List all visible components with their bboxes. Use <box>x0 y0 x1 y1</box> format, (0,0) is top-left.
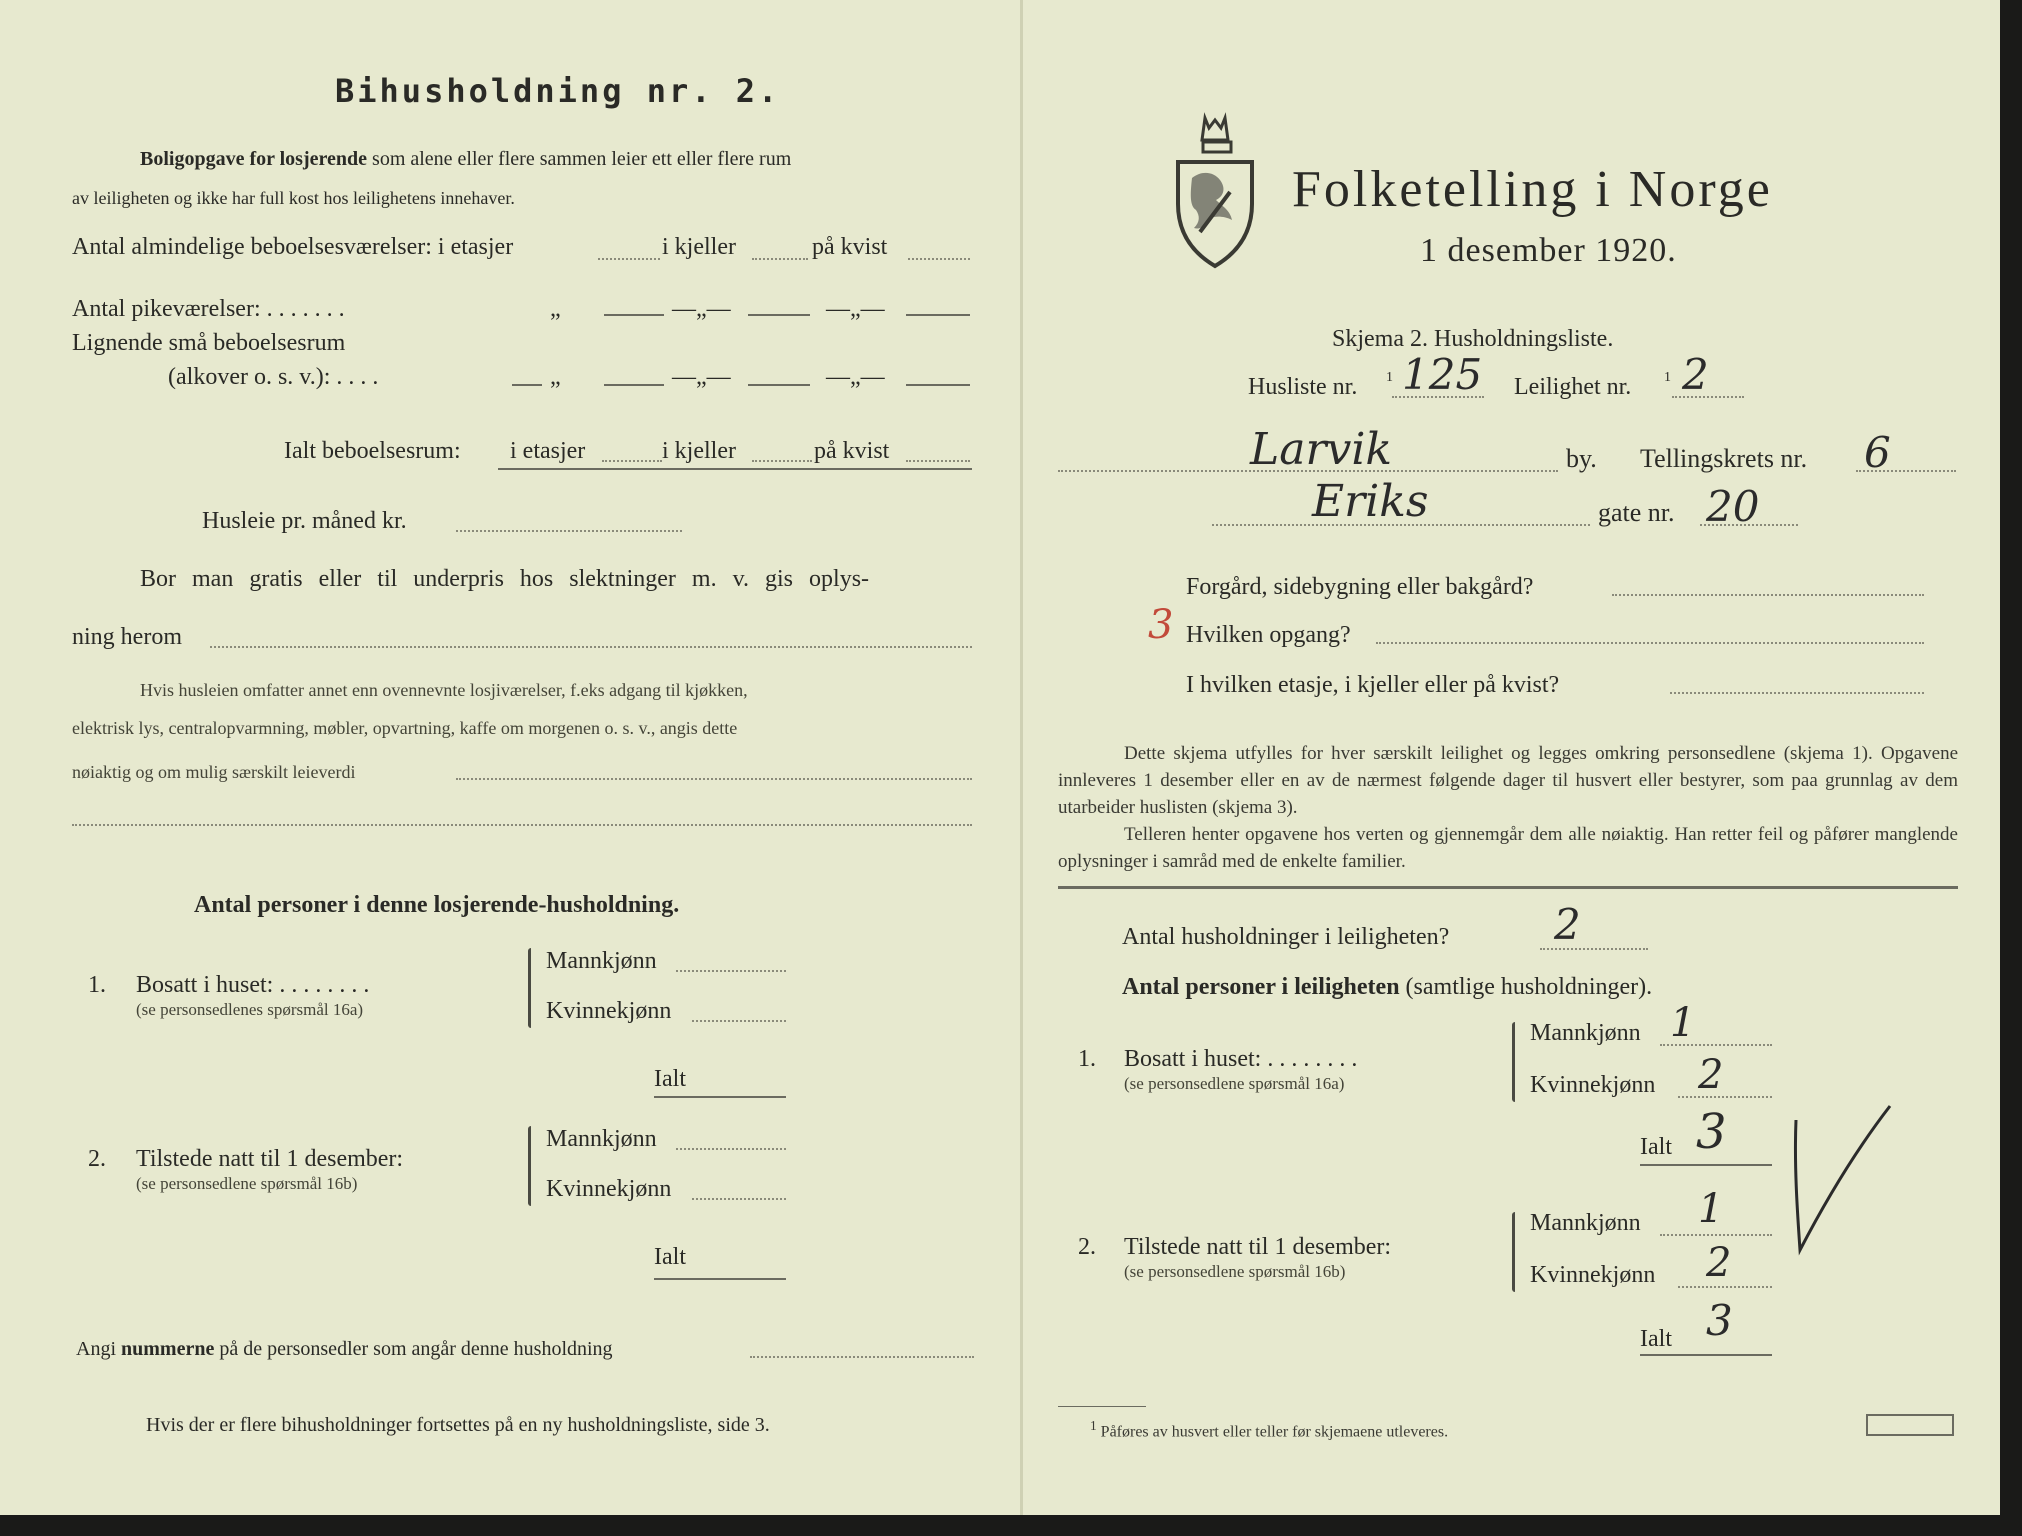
opgang-label: Hvilken opgang? <box>1186 622 1351 648</box>
tellingskrets-field[interactable] <box>1856 470 1956 472</box>
right-item1-mann-value: 1 <box>1670 1000 1696 1046</box>
lignende-line-0 <box>512 384 542 386</box>
right-item1-mann-field[interactable] <box>1660 1044 1772 1046</box>
intro-line-1 <box>140 148 791 171</box>
leilighet-value: 2 <box>1682 350 1709 399</box>
rooms-kjeller-label: i kjeller <box>662 234 736 260</box>
ialt-kvist-field[interactable] <box>906 460 970 462</box>
right-item2-ialt-value: 3 <box>1706 1296 1733 1345</box>
right-item1-brace <box>1512 1022 1515 1102</box>
husholdninger-label: Antal husholdninger i leiligheten? <box>1122 924 1450 950</box>
gate-field[interactable] <box>1212 524 1590 526</box>
right-item2-label: Tilstede natt til 1 desember: <box>1124 1234 1392 1260</box>
rooms-kvist-field[interactable] <box>908 258 970 260</box>
intro-line-2: av leiligheten og ikke har full kost hos leilighetens innehaver. <box>72 188 515 208</box>
intro-bold: Boligopgave for losjerende <box>140 148 368 170</box>
right-item1-ialt-label: Ialt <box>1640 1134 1672 1160</box>
right-item1-kvinne-value: 2 <box>1698 1052 1724 1098</box>
lignende-ditto-3: —„— <box>826 364 885 390</box>
right-date: 1 desember 1920. <box>1420 232 1677 269</box>
etasje-label: I hvilken etasje, i kjeller eller på kvist? <box>1186 672 1560 698</box>
husliste-label: Husliste nr. <box>1248 374 1358 400</box>
left-item2-mann-field[interactable] <box>676 1148 786 1150</box>
left-title: Bihusholdning nr. 2. <box>335 72 781 110</box>
angi-bold: nummerne <box>121 1338 215 1360</box>
gate-value: Eriks <box>1312 476 1429 527</box>
angi-rest: på de personsedler som angår denne husholdning <box>219 1338 613 1360</box>
husliste-field[interactable] <box>1392 396 1484 398</box>
opgang-mark: 3 <box>1148 602 1174 648</box>
check-mark-icon <box>1786 1100 1896 1260</box>
left-footer: Hvis der er flere bihusholdninger fortsettes på en ny husholdningsliste, side 3. <box>146 1414 770 1436</box>
husleie-note-1: Hvis husleien omfatter annet enn ovennevnte losjiværelser, f.eks adgang til kjøkken, <box>140 680 748 700</box>
right-persons-heading <box>1122 974 1652 1001</box>
lignende-label-1: Lignende små beboelsesrum <box>72 330 346 356</box>
gratis-line-2: ning herom <box>72 624 182 650</box>
by-label: by. <box>1566 444 1597 473</box>
right-persons-heading-bold: Antal personer i leiligheten <box>1122 974 1400 1000</box>
right-item2-kvinne-value: 2 <box>1706 1240 1732 1286</box>
ialt-etasjer-field[interactable] <box>602 460 662 462</box>
ialt-etasjer-label: i etasjer <box>510 438 586 464</box>
opgang-field[interactable] <box>1376 642 1924 644</box>
leilighet-footnote-mark: 1 <box>1664 370 1671 385</box>
lignende-ditto-2: —„— <box>672 364 731 390</box>
left-item2-label: Tilstede natt til 1 desember: <box>136 1146 404 1172</box>
left-item1-mann-label: Mannkjønn <box>546 948 657 974</box>
forgaard-field[interactable] <box>1612 594 1924 596</box>
right-footnote <box>1090 1418 1448 1441</box>
left-item1-sub: (se personsedlenes spørsmål 16a) <box>136 1000 364 1019</box>
left-item2-sub: (se personsedlene spørsmål 16b) <box>136 1174 358 1193</box>
rooms-label: Antal almindelige beboelsesværelser: i etasjer <box>72 234 514 260</box>
leieverdi-field-2[interactable] <box>72 824 972 826</box>
right-item2-kvinne-label: Kvinnekjønn <box>1530 1262 1656 1288</box>
husleie-field[interactable] <box>456 530 682 532</box>
right-item1-mann-label: Mannkjønn <box>1530 1020 1641 1046</box>
left-item2-num: 2. <box>88 1146 106 1172</box>
left-item2-kvinne-field[interactable] <box>692 1198 786 1200</box>
angi-line <box>76 1338 613 1361</box>
skjema-label: Skjema 2. Husholdningsliste. <box>1332 326 1614 352</box>
gratis-field[interactable] <box>210 646 972 648</box>
left-item2-kvinne-label: Kvinnekjønn <box>546 1176 672 1202</box>
angi-pre: Angi <box>76 1338 116 1360</box>
husleie-label: Husleie pr. måned kr. <box>202 508 407 534</box>
right-item1-ialt-field[interactable] <box>1640 1164 1772 1166</box>
right-item2-sub: (se personsedlene spørsmål 16b) <box>1124 1262 1346 1281</box>
left-item2-mann-label: Mannkjønn <box>546 1126 657 1152</box>
right-item1-kvinne-field[interactable] <box>1678 1096 1772 1098</box>
right-item2-num: 2. <box>1078 1234 1096 1260</box>
husholdninger-value: 2 <box>1554 900 1581 949</box>
leilighet-label: Leilighet nr. <box>1514 374 1632 400</box>
right-item2-ialt-label: Ialt <box>1640 1326 1672 1352</box>
right-persons-heading-rest: (samtlige husholdninger). <box>1405 974 1653 1000</box>
by-value: Larvik <box>1250 424 1393 475</box>
right-item1-label: Bosatt i huset: . . . . . . . . <box>1124 1046 1358 1072</box>
left-item1-kvinne-field[interactable] <box>692 1020 786 1022</box>
rooms-etasjer-field[interactable] <box>598 258 660 260</box>
angi-field[interactable] <box>750 1356 974 1358</box>
ialt-kjeller-label: i kjeller <box>662 438 736 464</box>
husholdninger-field[interactable] <box>1540 948 1648 950</box>
left-persons-heading: Antal personer i denne losjerende-husholdning. <box>194 892 680 918</box>
ialt-rooms-label: Ialt beboelsesrum: <box>284 438 461 464</box>
tellingskrets-label: Tellingskrets nr. <box>1640 444 1808 473</box>
pike-label: Antal pikeværelser: . . . . . . . <box>72 296 345 322</box>
left-item1-kvinne-label: Kvinnekjønn <box>546 998 672 1024</box>
left-item1-mann-field[interactable] <box>676 970 786 972</box>
husleie-note-2: elektrisk lys, centralopvarmning, møbler, opvartning, kaffe om morgenen o. s. v., angis dette <box>72 718 738 738</box>
ialt-kvist-label: på kvist <box>814 438 890 464</box>
tellingskrets-value: 6 <box>1864 428 1891 477</box>
gratis-line-1: Bor man gratis eller til underpris hos slektninger m. v. gis oplys- <box>140 566 870 592</box>
right-title: Folketelling i Norge <box>1292 161 1773 218</box>
by-field[interactable] <box>1058 470 1558 472</box>
left-item2-brace <box>528 1126 531 1206</box>
lignende-label-2: (alkover o. s. v.): . . . . <box>168 364 379 390</box>
left-item1-ialt-field[interactable] <box>654 1096 786 1098</box>
page-fold <box>1020 0 1023 1515</box>
left-item2-ialt-label: Ialt <box>654 1244 686 1270</box>
gate-nr-value: 20 <box>1706 482 1760 531</box>
gate-nr-field[interactable] <box>1700 524 1798 526</box>
footnote-rule <box>1058 1406 1146 1407</box>
pike-ditto-2: —„— <box>672 296 731 322</box>
left-item2-ialt-field[interactable] <box>654 1278 786 1280</box>
instruction-2: Telleren henter opgavene hos verten og gjennemgår dem alle nøiaktig. Han retter feil og påfører manglende oplysninger i samråd med de enkelte familier. <box>1058 824 1958 872</box>
pike-kvist-field[interactable] <box>906 314 970 316</box>
left-item1-num: 1. <box>88 972 106 998</box>
right-item1-sub: (se personsedlene spørsmål 16a) <box>1124 1074 1345 1093</box>
left-item1-brace <box>528 948 531 1028</box>
pike-ditto-3: —„— <box>826 296 885 322</box>
right-item2-mann-label: Mannkjønn <box>1530 1210 1641 1236</box>
rooms-kjeller-field[interactable] <box>752 258 808 260</box>
rooms-kvist-label: på kvist <box>812 234 888 260</box>
right-item2-ialt-field[interactable] <box>1640 1354 1772 1356</box>
lignende-kvist-field[interactable] <box>906 384 970 386</box>
coat-of-arms-icon <box>1170 112 1260 270</box>
right-item2-mann-value: 1 <box>1698 1186 1724 1232</box>
gate-label: gate nr. <box>1598 498 1675 527</box>
right-item1-num: 1. <box>1078 1046 1096 1072</box>
footnote-text: Påføres av husvert eller teller før skjemaene utleveres. <box>1100 1423 1449 1441</box>
lignende-etasjer-field[interactable] <box>604 384 664 386</box>
etasje-field[interactable] <box>1670 692 1924 694</box>
ialt-underline <box>498 468 972 470</box>
footnote-mark: 1 <box>1090 1418 1097 1433</box>
left-item1-label: Bosatt i huset: . . . . . . . . <box>136 972 370 998</box>
husliste-footnote-mark: 1 <box>1386 370 1393 385</box>
instruction-rule <box>1058 886 1958 889</box>
right-item2-kvinne-field[interactable] <box>1678 1286 1772 1288</box>
husleie-note-3: nøiaktig og om mulig særskilt leieverdi <box>72 762 356 782</box>
left-item1-ialt-label: Ialt <box>654 1066 686 1092</box>
lignende-ditto: „ <box>550 364 561 390</box>
husliste-value: 125 <box>1402 350 1483 399</box>
intro-rest: som alene eller flere sammen leier ett eller flere rum <box>372 148 792 170</box>
right-item1-kvinne-label: Kvinnekjønn <box>1530 1072 1656 1098</box>
right-item1-ialt-value: 3 <box>1696 1104 1727 1160</box>
instruction-1: Dette skjema utfylles for hver særskilt leilighet og legges omkring personsedlene (skjema 1). Opgavene innleveres 1 desember eller en av de nærmest følgende dager til husvert eller bestyrer, som paa grunnlag av dem utarbeider huslisten (skjema 3). <box>1058 743 1958 818</box>
pike-etasjer-field[interactable] <box>604 314 664 316</box>
lignende-kjeller-field[interactable] <box>748 384 810 386</box>
pike-ditto: „ <box>550 296 561 322</box>
leilighet-field[interactable] <box>1672 396 1744 398</box>
pike-kjeller-field[interactable] <box>748 314 810 316</box>
right-item2-brace <box>1512 1212 1515 1292</box>
printer-stamp <box>1866 1414 1954 1436</box>
right-item2-mann-field[interactable] <box>1660 1234 1772 1236</box>
leieverdi-field[interactable] <box>456 778 972 780</box>
ialt-kjeller-field[interactable] <box>752 460 812 462</box>
forgaard-label: Forgård, sidebygning eller bakgård? <box>1186 574 1534 600</box>
